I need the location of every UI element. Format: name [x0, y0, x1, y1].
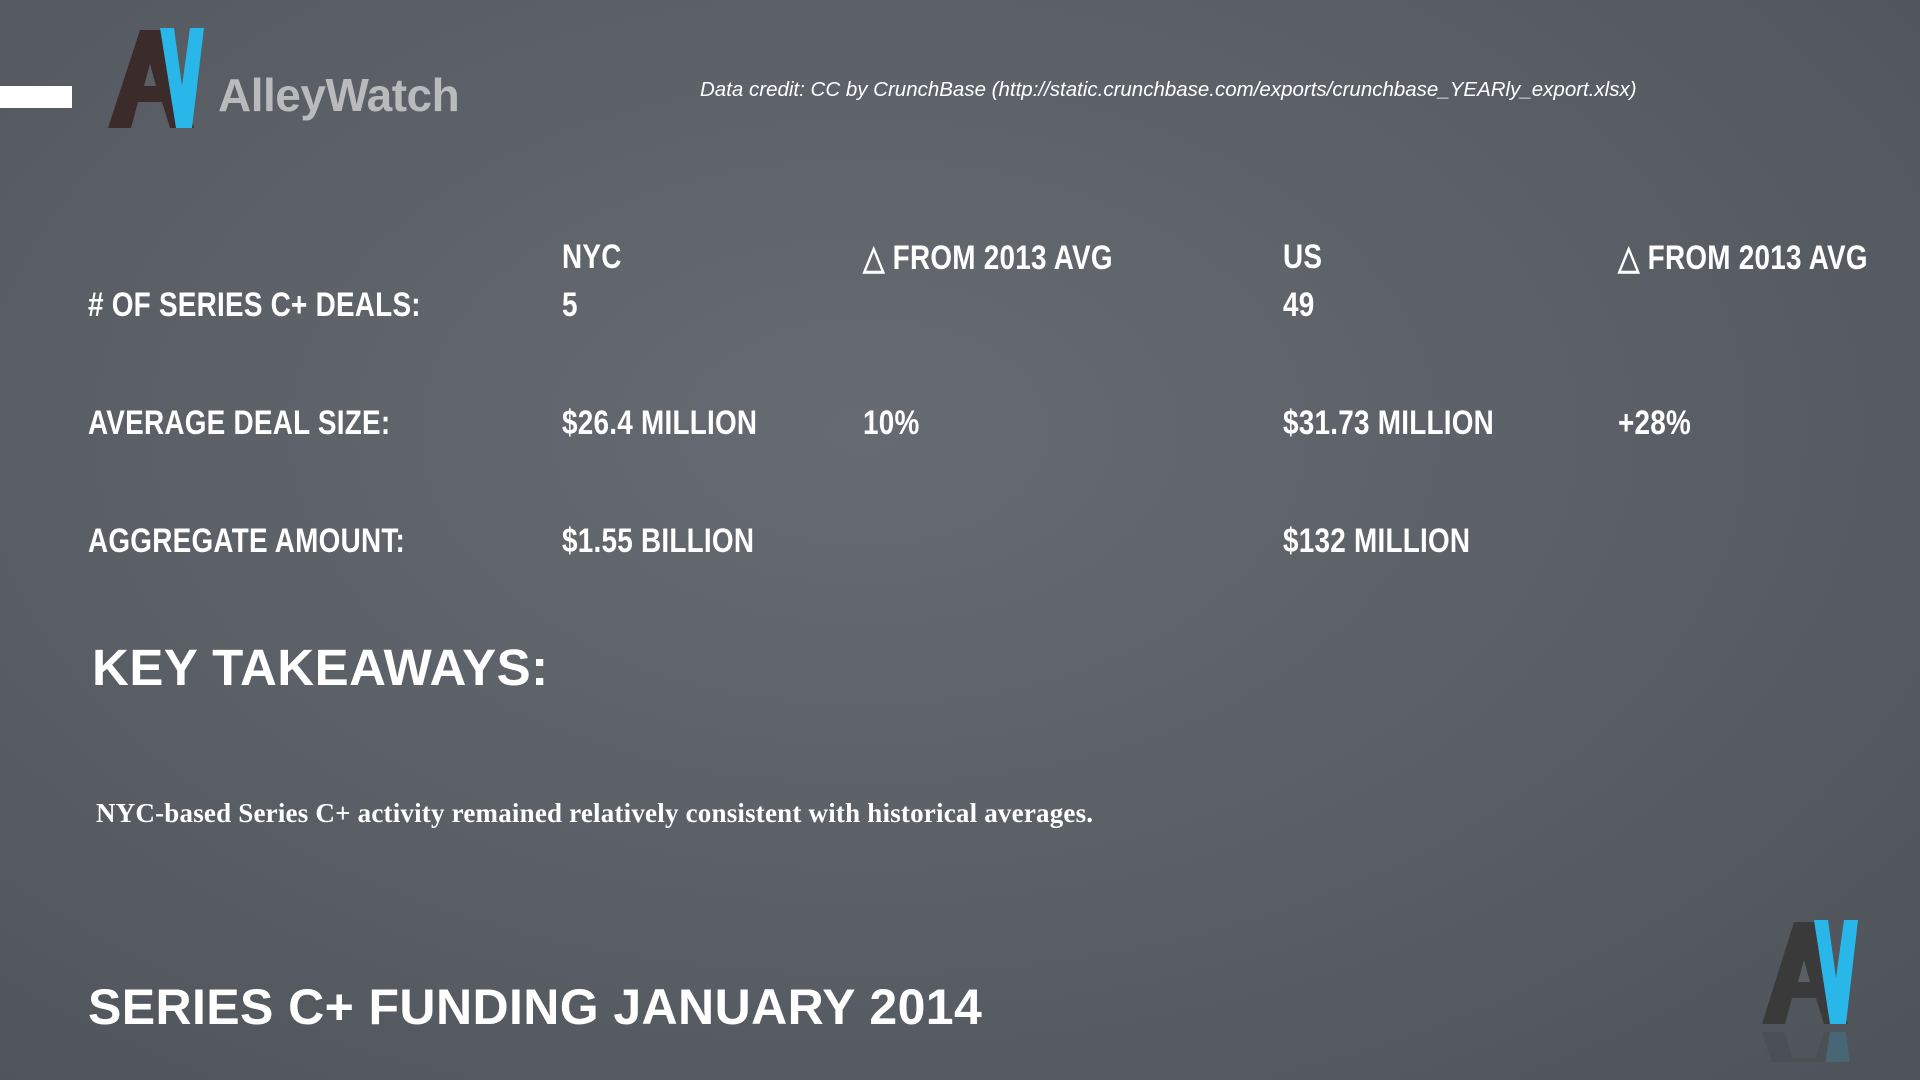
alleywatch-logo-top [100, 24, 520, 134]
aw-monogram-icon [100, 24, 220, 132]
row-value-us-avg-deal: $31.73 MILLION [1283, 404, 1495, 442]
row-label-deals: # OF SERIES C+ DEALS: [88, 286, 421, 324]
row-label-aggregate-amount: AGGREGATE AMOUNT: [88, 522, 406, 560]
row-value-nyc-delta-avg: 10% [863, 404, 920, 442]
row-value-nyc-aggregate: $1.55 BILLION [562, 522, 755, 560]
table-row [88, 286, 1888, 390]
column-header-nyc-delta: △ FROM 2013 AVG [863, 239, 1113, 277]
aw-monogram-icon [1744, 912, 1884, 1062]
table-row [88, 390, 1888, 504]
row-value-us-deals: 49 [1283, 286, 1315, 324]
white-tab-accent [0, 86, 72, 108]
row-value-nyc-avg-deal: $26.4 MILLION [562, 404, 758, 442]
slide-footer-title: SERIES C+ FUNDING JANUARY 2014 [88, 979, 983, 1035]
alleywatch-wordmark: AlleyWatch [218, 69, 460, 121]
data-credit-text: Data credit: CC by CrunchBase (http://static.crunchbase.com/exports/crunchbase_YEARly_export.xlsx) [700, 78, 1637, 101]
column-header-nyc: NYC [562, 238, 622, 276]
row-value-nyc-deals: 5 [562, 286, 578, 324]
key-takeaways-text: NYC-based Series C+ activity remained relatively consistent with historical averages. [96, 798, 1094, 828]
column-header-us: US [1283, 238, 1323, 276]
row-value-us-aggregate: $132 MILLION [1283, 522, 1471, 560]
key-takeaways-title: KEY TAKEAWAYS: [92, 639, 549, 696]
metrics-table [88, 238, 1888, 614]
table-row [88, 504, 1888, 614]
row-label-avg-deal-size: AVERAGE DEAL SIZE: [88, 404, 391, 442]
row-value-us-delta-avg: +28% [1618, 404, 1692, 442]
column-header-us-delta: △ FROM 2013 AVG [1618, 239, 1868, 277]
alleywatch-logo-bottom [1744, 912, 1884, 1062]
